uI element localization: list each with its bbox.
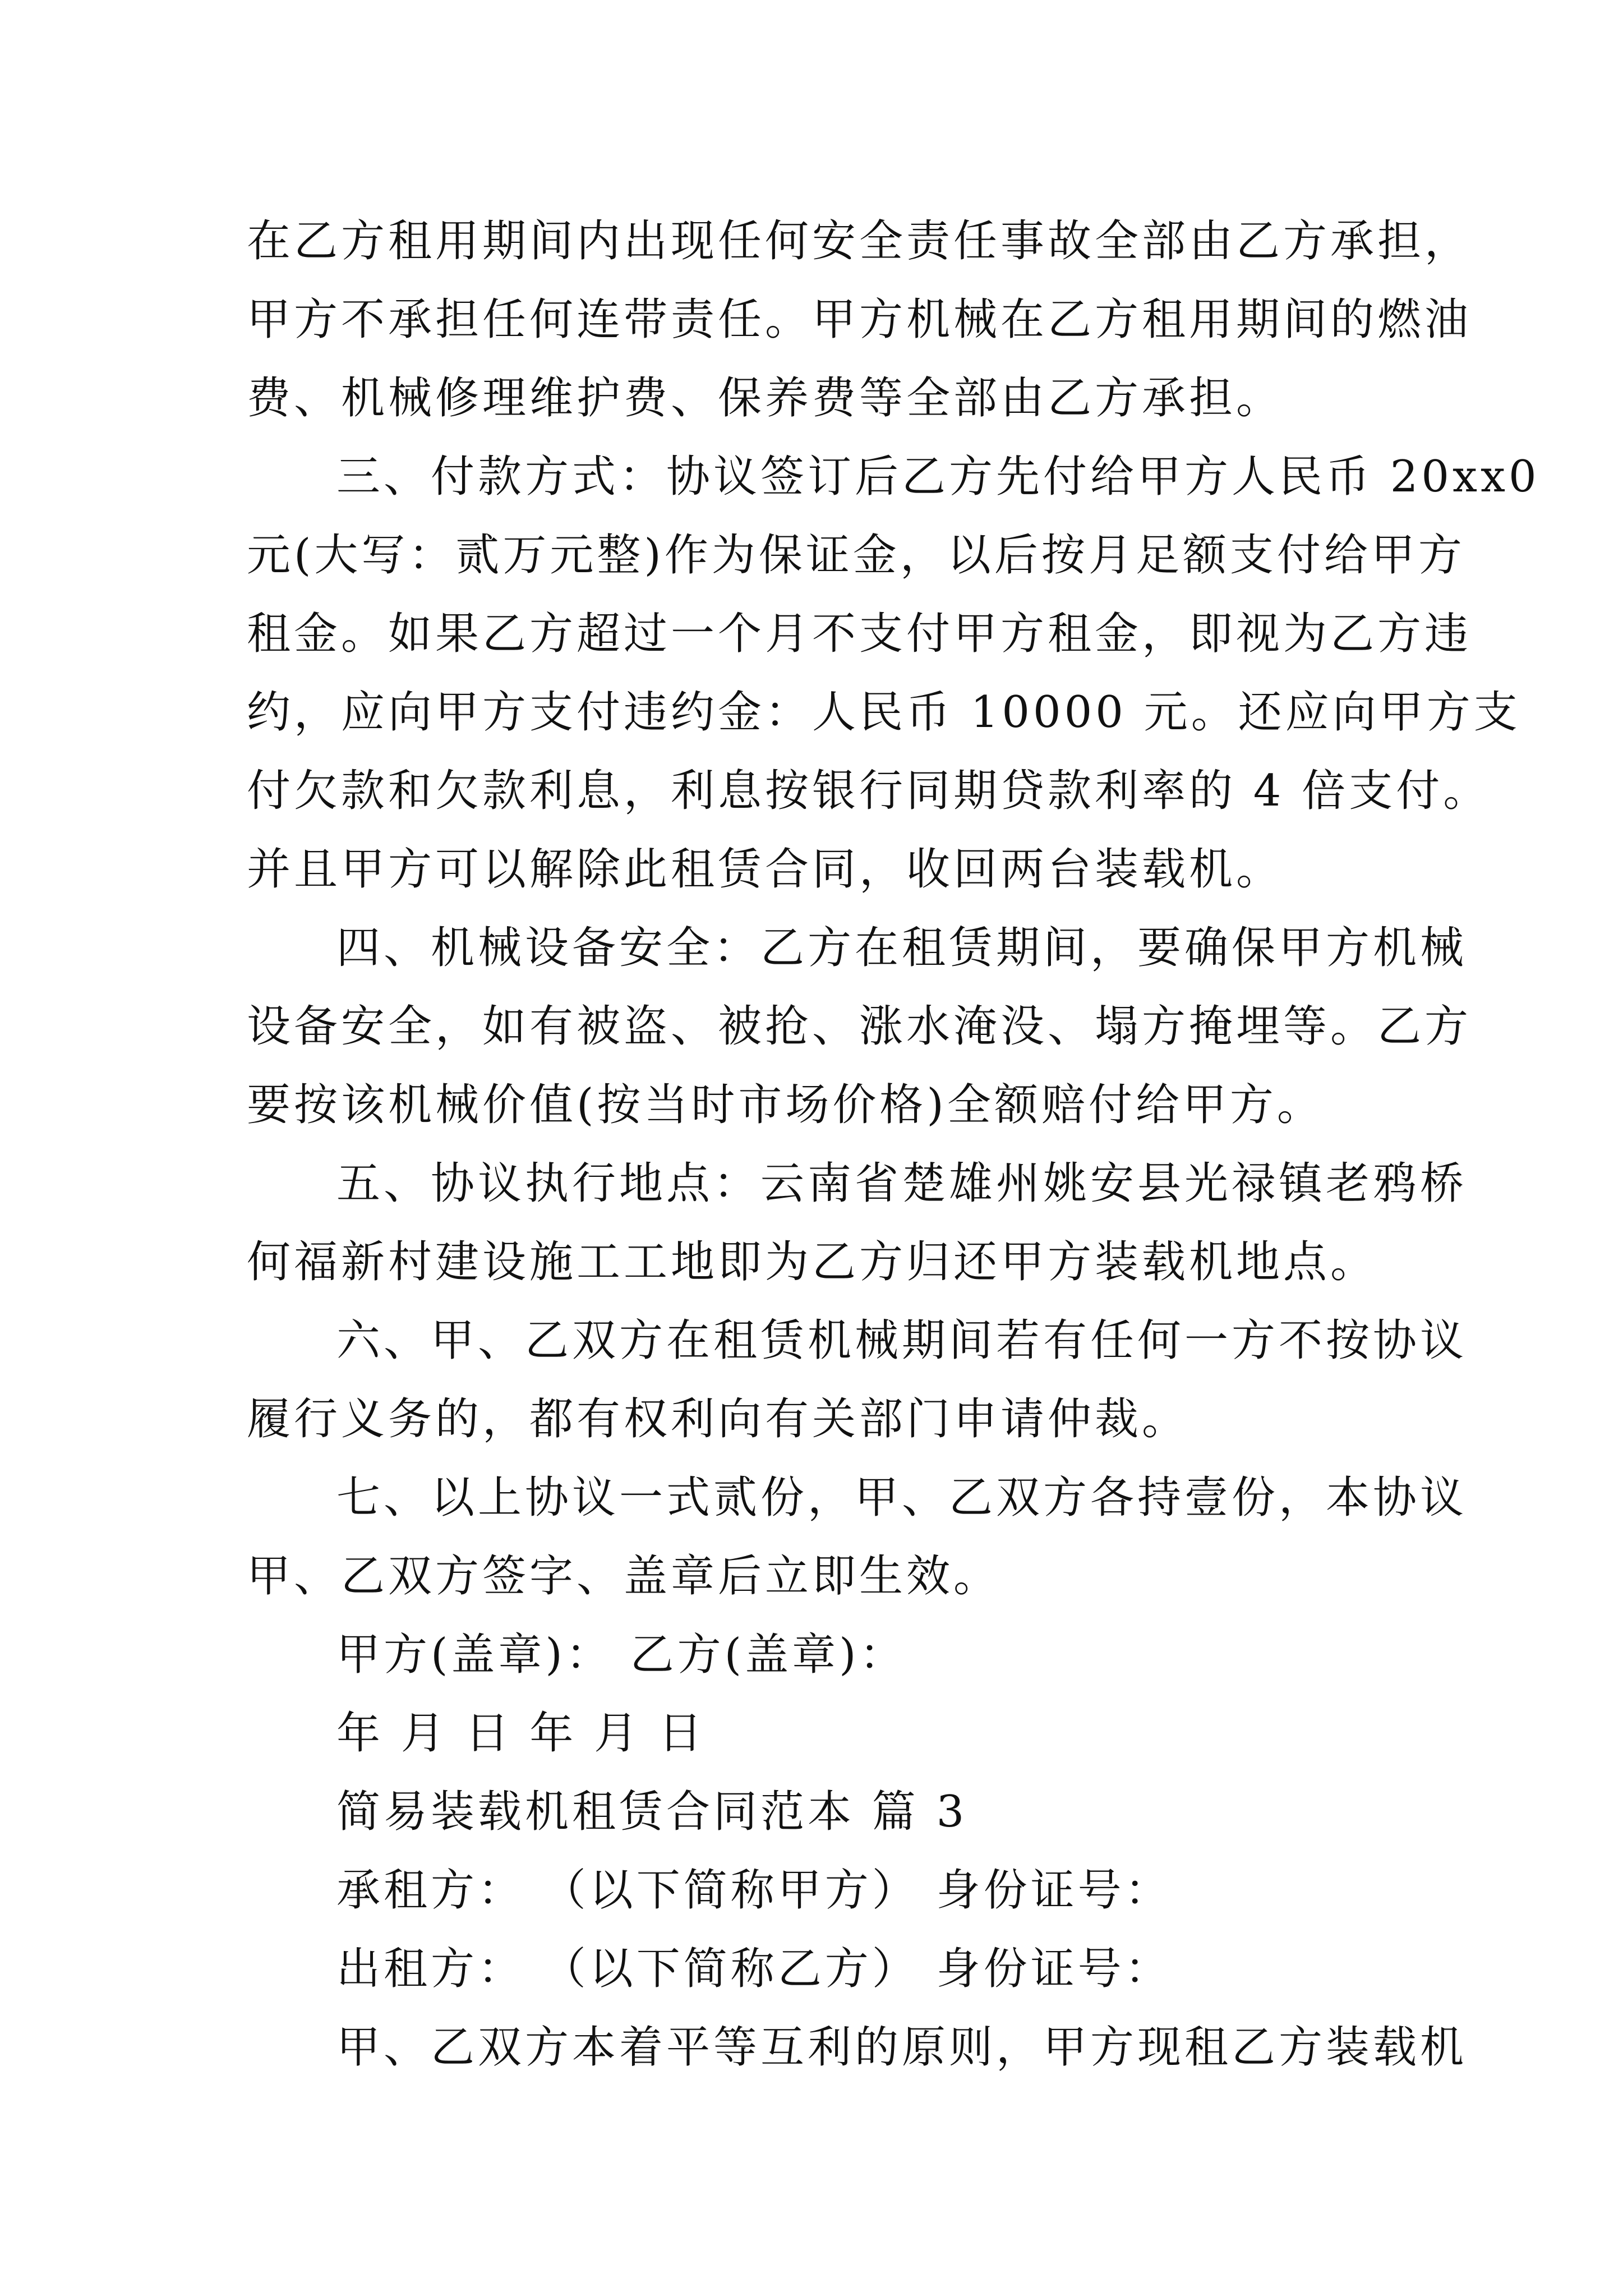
body-text-line: 租金。如果乙方超过一个月不支付甲方租金，即视为乙方违: [247, 609, 1472, 659]
section-title: 简易装载机租赁合同范本 篇 3: [336, 1787, 968, 1837]
clause-7-heading-line: 七、以上协议一式贰份，甲、乙双方各持壹份，本协议: [336, 1473, 1468, 1523]
body-text-line: 在乙方租用期间内出现任何安全责任事故全部由乙方承担，: [247, 216, 1472, 266]
clause-3-heading-line: 三、付款方式：协议签订后乙方先付给甲方人民币 20xx0: [336, 452, 1540, 502]
lessor-line: 出租方： （以下简称乙方） 身份证号：: [336, 1944, 1172, 1994]
body-text-line: 何福新村建设施工工地即为乙方归还甲方装载机地点。: [247, 1237, 1378, 1287]
lessee-line: 承租方： （以下简称甲方） 身份证号：: [336, 1865, 1172, 1916]
body-text-line: 元(大写：贰万元整)作为保证金，以后按月足额支付给甲方: [247, 530, 1465, 581]
signature-line: 甲方(盖章)： 乙方(盖章)：: [336, 1630, 907, 1680]
body-text-line: 甲方不承担任何连带责任。甲方机械在乙方租用期间的燃油: [247, 295, 1472, 345]
clause-5-heading-line: 五、协议执行地点：云南省楚雄州姚安县光禄镇老鸦桥: [336, 1158, 1468, 1209]
date-line: 年 月 日 年 月 日: [336, 1708, 706, 1759]
body-text-line: 甲、乙双方本着平等互利的原则，甲方现租乙方装载机: [336, 2022, 1468, 2073]
clause-6-heading-line: 六、甲、乙双方在租赁机械期间若有任何一方不按协议: [336, 1315, 1468, 1366]
body-text-line: 要按该机械价值(按当时市场价格)全额赔付给甲方。: [247, 1080, 1324, 1130]
body-text-line: 费、机械修理维护费、保养费等全部由乙方承担。: [247, 373, 1284, 424]
body-text-line: 设备安全，如有被盗、被抢、涨水淹没、塌方掩埋等。乙方: [247, 1001, 1472, 1052]
body-text-line: 付欠款和欠款利息，利息按银行同期贷款利率的 4 倍支付。: [247, 766, 1491, 816]
body-text-line: 甲、乙双方签字、盖章后立即生效。: [247, 1551, 1001, 1602]
body-text-line: 约，应向甲方支付违约金：人民币 10000 元。还应向甲方支: [247, 687, 1521, 738]
body-text-line: 履行义务的，都有权利向有关部门申请仲裁。: [247, 1394, 1189, 1444]
clause-4-heading-line: 四、机械设备安全：乙方在租赁期间，要确保甲方机械: [336, 923, 1468, 973]
body-text-line: 并且甲方可以解除此租赁合同，收回两台装载机。: [247, 844, 1284, 895]
